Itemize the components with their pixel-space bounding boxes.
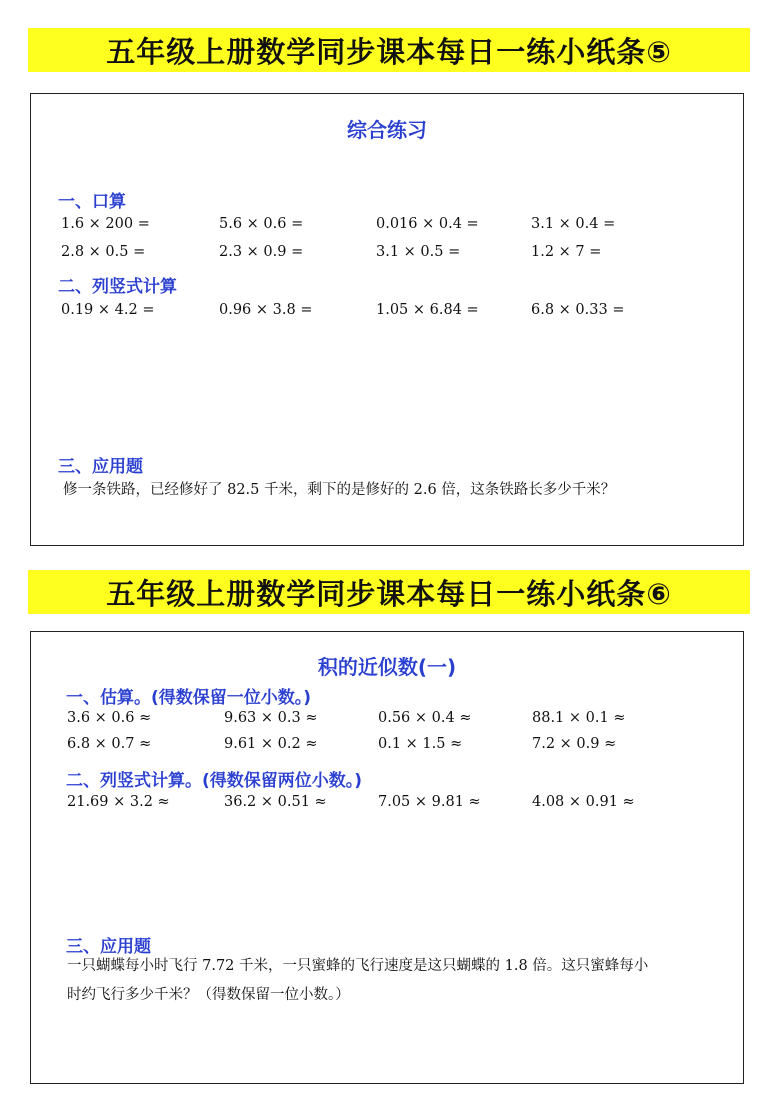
oral-item: 3.1 × 0.5 = <box>376 244 461 260</box>
oral-item: 1.6 × 200 = <box>61 216 150 232</box>
oral-item: 1.2 × 7 = <box>531 244 602 260</box>
sheet5-banner: 五年级上册数学同步课本每日一练小纸条⑤ <box>28 28 750 72</box>
sheet5-section-oral: 一、口算 <box>58 192 126 212</box>
sheet6-banner: 五年级上册数学同步课本每日一练小纸条⑥ <box>28 570 750 614</box>
sheet5-oral-row-2 <box>31 244 743 266</box>
estimate-item: 9.61 × 0.2 ≈ <box>224 736 318 752</box>
sheet6-title: 积的近似数(一) <box>317 655 457 679</box>
sheet5-title: 综合练习 <box>347 118 427 142</box>
sheet6-estimate-row-2 <box>31 736 743 758</box>
vertical-item: 0.19 × 4.2 = <box>61 302 155 318</box>
vertical-item: 0.96 × 3.8 = <box>219 302 313 318</box>
sheet5-card <box>30 93 744 546</box>
sheet5-oral-row-1 <box>31 216 743 238</box>
vertical-item: 21.69 × 3.2 ≈ <box>67 794 170 810</box>
sheet6-vertical-row <box>31 794 743 816</box>
vertical-item: 4.08 × 0.91 ≈ <box>532 794 635 810</box>
oral-item: 3.1 × 0.4 = <box>531 216 616 232</box>
sheet5-section-vertical: 二、列竖式计算 <box>58 277 177 297</box>
oral-item: 2.3 × 0.9 = <box>219 244 304 260</box>
sheet6-word-problem-line-1: 一只蝴蝶每小时飞行 7.72 千米，一只蜜蜂的飞行速度是这只蝴蝶的 1.8 倍。这只蜜蜂每小 <box>67 958 649 974</box>
oral-item: 0.016 × 0.4 = <box>376 216 479 232</box>
vertical-item: 1.05 × 6.84 = <box>376 302 479 318</box>
sheet5-word-problem: 修一条铁路，已经修好了 82.5 千米，剩下的是修好的 2.6 倍，这条铁路长多少千米？ <box>63 482 616 498</box>
oral-item: 2.8 × 0.5 = <box>61 244 146 260</box>
sheet6-card <box>30 631 744 1084</box>
estimate-item: 3.6 × 0.6 ≈ <box>67 710 152 726</box>
sheet6-estimate-row-1 <box>31 710 743 732</box>
estimate-item: 0.1 × 1.5 ≈ <box>378 736 463 752</box>
sheet6-section-vertical: 二、列竖式计算。(得数保留两位小数。) <box>66 771 363 791</box>
sheet6-word-problem-line-2: 时约飞行多少千米？（得数保留一位小数。） <box>67 987 350 1003</box>
sheet6-section-estimate: 一、估算。(得数保留一位小数。) <box>66 688 312 708</box>
sheet6-section-word: 三、应用题 <box>66 937 151 957</box>
vertical-item: 36.2 × 0.51 ≈ <box>224 794 327 810</box>
sheet5-vertical-row <box>31 302 743 324</box>
estimate-item: 88.1 × 0.1 ≈ <box>532 710 626 726</box>
oral-item: 5.6 × 0.6 = <box>219 216 304 232</box>
estimate-item: 9.63 × 0.3 ≈ <box>224 710 318 726</box>
estimate-item: 6.8 × 0.7 ≈ <box>67 736 152 752</box>
estimate-item: 0.56 × 0.4 ≈ <box>378 710 472 726</box>
vertical-item: 6.8 × 0.33 = <box>531 302 625 318</box>
vertical-item: 7.05 × 9.81 ≈ <box>378 794 481 810</box>
estimate-item: 7.2 × 0.9 ≈ <box>532 736 617 752</box>
sheet5-section-word: 三、应用题 <box>58 457 143 477</box>
